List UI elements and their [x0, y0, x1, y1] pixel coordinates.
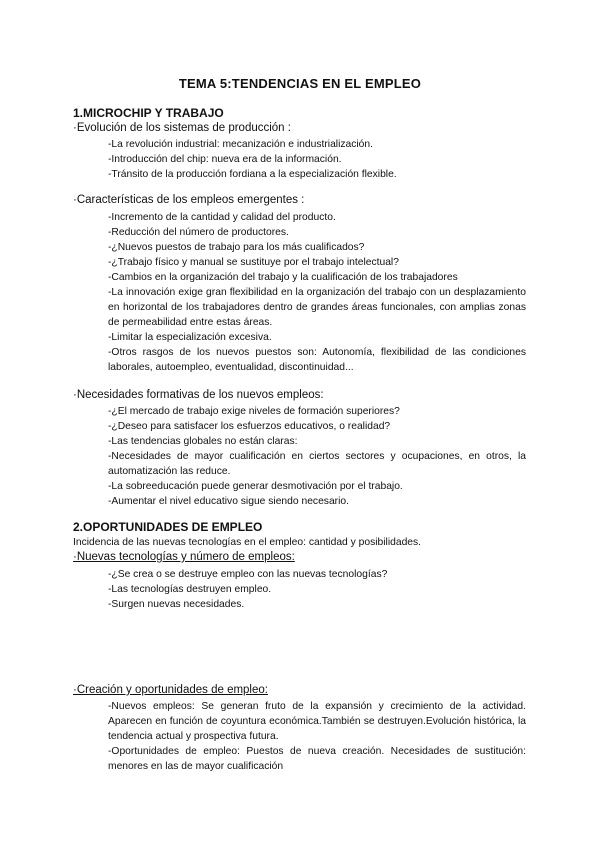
section-heading-oportunidades: 2.OPORTUNIDADES DE EMPLEO [73, 520, 263, 534]
page-title: TEMA 5:TENDENCIAS EN EL EMPLEO [178, 76, 422, 91]
list-item: -¿El mercado de trabajo exige niveles de formación superiores? [108, 406, 400, 417]
creacion-list [108, 699, 526, 774]
list-item: -La sobreeducación puede generar desmotivación por el trabajo. [108, 481, 403, 492]
list-item: -Limitar la especialización excesiva. [108, 332, 272, 343]
list-item: -Otros rasgos de los nuevos puestos son: Autonomía, flexibilidad de las condiciones laborales, autoempleo, eventualidad, discontinuidad... [108, 347, 526, 373]
list-item: -Incremento de la cantidad y calidad del producto. [108, 212, 336, 223]
evolucion-list [108, 137, 526, 182]
list-item: -La innovación exige gran flexibilidad en la organización del trabajo con un desplazamiento en horizontal de los trabajadores dentro de grandes áreas funcionales, con amplias zonas de permeabilidad entre estas áreas. [108, 287, 526, 328]
list-item: -Nuevos empleos: Se generan fruto de la expansión y crecimiento de la actividad. Aparecen en función de coyuntura económica.También se destruyen.Evolución histórica, la tendencia actual y prospectiva futura. [108, 701, 526, 742]
list-item: -Cambios en la organización del trabajo y la cualificación de los trabajadores [108, 272, 458, 283]
necesidades-list [108, 404, 526, 509]
section-intro: Incidencia de las nuevas tecnologías en el empleo: cantidad y posibilidades. [73, 537, 422, 548]
list-item: -¿Se crea o se destruye empleo con las nuevas tecnologías? [108, 569, 388, 580]
list-item: -Tránsito de la producción fordiana a la especialización flexible. [108, 169, 397, 180]
list-item: -Las tecnologías destruyen empleo. [108, 584, 272, 595]
list-item: -¿Trabajo físico y manual se sustituye por el trabajo intelectual? [108, 257, 399, 268]
subsection-creacion-label: ·Creación y oportunidades de empleo: [73, 684, 268, 696]
nuevas-list [108, 567, 526, 612]
subsection-caracteristicas-label: ·Características de los empleos emergentes : [73, 194, 305, 206]
subsection-evolucion-label: ·Evolución de los sistemas de producción : [73, 122, 291, 134]
list-item: -¿Nuevos puestos de trabajo para los más cualificados? [108, 242, 365, 253]
subsection-necesidades-label: ·Necesidades formativas de los nuevos empleos: [73, 389, 324, 401]
list-item: -¿Deseo para satisfacer los esfuerzos educativos, o realidad? [108, 421, 391, 432]
list-item: -Surgen nuevas necesidades. [108, 599, 245, 610]
list-item: -Las tendencias globales no están claras: [108, 436, 298, 447]
caracteristicas-list [108, 210, 526, 375]
list-item: -Necesidades de mayor cualificación en ciertos sectores y ocupaciones, en otros, la automatización las reduce. [108, 451, 526, 477]
subsection-nuevas-label: ·Nuevas tecnologías y número de empleos: [73, 551, 295, 563]
list-item: -Oportunidades de empleo: Puestos de nueva creación. Necesidades de sustitución: menores en las de mayor cualificación [108, 746, 526, 772]
section-heading-microchip: 1.MICROCHIP Y TRABAJO [73, 106, 224, 120]
list-item: -Introducción del chip: nueva era de la información. [108, 154, 342, 165]
list-item: -Reducción del número de productores. [108, 227, 289, 238]
list-item: -Aumentar el nivel educativo sigue siendo necesario. [108, 496, 349, 507]
list-item: -La revolución industrial: mecanización e industrialización. [108, 139, 373, 150]
